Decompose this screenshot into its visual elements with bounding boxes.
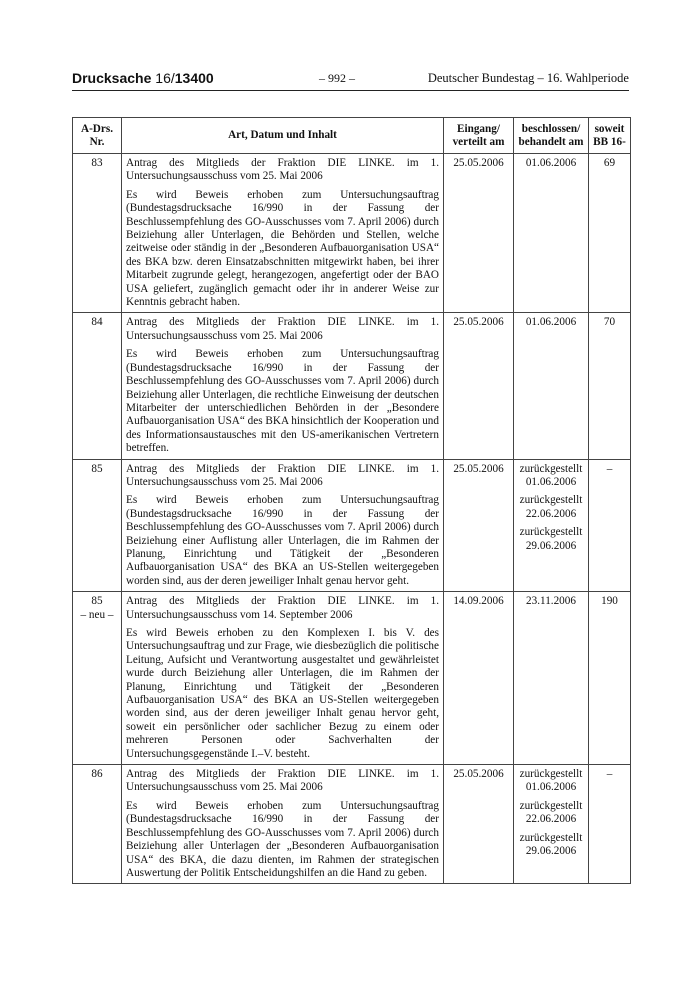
page-header xyxy=(72,70,629,90)
cell-received-date: 25.05.2006 xyxy=(444,154,514,313)
table-row xyxy=(73,765,631,884)
cell-drs-nr: 86 xyxy=(73,765,122,884)
cell-content xyxy=(122,313,444,459)
decision-entry: 23.11.2006 xyxy=(526,595,576,608)
column-header-received: Eingang/ verteilt am xyxy=(444,118,514,154)
motion-title: Antrag des Mitglieds der Fraktion DIE LINKE. im 1. Untersuchungsausschuss vom 25. Mai 2006 xyxy=(126,462,439,488)
motions-table xyxy=(72,117,631,884)
header-rule xyxy=(72,90,629,91)
cell-content xyxy=(122,154,444,313)
cell-decided xyxy=(514,765,589,884)
cell-bb-number: 70 xyxy=(589,313,631,459)
motion-text: Es wird Beweis erhoben zum Untersuchungsauftrag (Bundestagsdrucksache 16/990 in der Fassung der Beschlussempfehlung des GO-Ausschusses vom 7. April 2006) durch Beiziehung aller Unterlagen, die rechtliche Einweisung der deutschen Mitarbeiter der unterschiedlichen Behörden in der „Besondere Aufbauorganisation USA“ des BKA hinsichtlich der Kooperation und des Informationsaustausches mit den US-amerikanischen Vertretern betreffen. xyxy=(126,348,439,455)
motion-title: Antrag des Mitglieds der Fraktion DIE LINKE. im 1. Untersuchungsausschuss vom 25. Mai 2006 xyxy=(126,316,439,342)
decision-entry: 01.06.2006 xyxy=(525,316,577,329)
decision-entry: zurückgestellt 01.06.2006 xyxy=(519,462,583,488)
decision-entry: zurückgestellt 22.06.2006 xyxy=(519,494,583,520)
column-header-decided: beschlossen/ behandelt am xyxy=(514,118,589,154)
cell-bb-number: – xyxy=(589,459,631,592)
decision-entry: zurückgestellt 29.06.2006 xyxy=(519,526,583,552)
page-number: – 992 – xyxy=(319,71,355,85)
motion-title: Antrag des Mitglieds der Fraktion DIE LINKE. im 1. Untersuchungsausschuss vom 14. September 2006 xyxy=(126,595,439,621)
cell-decided xyxy=(514,154,589,313)
document-number-prefix: 16/ xyxy=(155,70,175,86)
table-row xyxy=(73,459,631,592)
document-number xyxy=(72,70,214,86)
table-row xyxy=(73,154,631,313)
cell-bb-number: 69 xyxy=(589,154,631,313)
table-header-row xyxy=(73,118,631,154)
decision-entry: zurückgestellt 29.06.2006 xyxy=(519,831,583,858)
document-label: Drucksache xyxy=(72,70,152,86)
motion-text: Es wird Beweis erhoben zum Untersuchungsauftrag (Bundestagsdrucksache 16/990 in der Fassung der Beschlussempfehlung des GO-Ausschusses vom 7. April 2006) durch Beiziehung aller Unterlagen der „Besonderen Aufbauorganisation USA“ des BKA, die dazu dienten, im Rahmen der strategischen Auswertung der Politik Entscheidungshilfen an die Hand zu geben. xyxy=(126,799,439,879)
parliament-period: Deutscher Bundestag – 16. Wahlperiode xyxy=(427,71,629,85)
decision-entry: 01.06.2006 xyxy=(525,157,577,169)
cell-decided xyxy=(514,592,589,765)
motion-text: Es wird Beweis erhoben zum Untersuchungsauftrag (Bundestagsdrucksache 16/990 in der Fassung der Beschlussempfehlung des GO-Ausschusses vom 7. April 2006) durch Beiziehung aller Unterlagen, die Behörden und Stellen, welche zeitweise oder ständig in der „Besonderen Aufbauorganisation USA“ des BKA bzw. deren Einsatzabschnitten mitgewirkt haben, bei ihrer Mitarbeit zugrunde gelegt, herangezogen, angefertigt oder der BAO USA geliefert, zugänglich gemacht oder ihr in anderer Weise zur Kenntnis gebracht haben. xyxy=(126,188,439,309)
cell-received-date: 14.09.2006 xyxy=(444,592,514,765)
cell-content xyxy=(122,592,444,765)
motion-title: Antrag des Mitglieds der Fraktion DIE LINKE. im 1. Untersuchungsausschuss vom 25. Mai 2006 xyxy=(126,768,439,794)
cell-drs-nr: 85 – neu – xyxy=(73,592,122,765)
table-row xyxy=(73,313,631,459)
cell-decided xyxy=(514,459,589,592)
column-header-nr: A-Drs. Nr. xyxy=(73,118,122,154)
decision-entry: zurückgestellt 22.06.2006 xyxy=(519,799,583,826)
cell-drs-nr: 84 xyxy=(73,313,122,459)
table-row xyxy=(73,592,631,765)
column-header-content: Art, Datum und Inhalt xyxy=(122,118,444,154)
cell-bb-number: 190 xyxy=(589,592,631,765)
motion-text: Es wird Beweis erhoben zu den Komplexen I. bis V. des Untersuchungsauftrag und zur Frage, wie diesbezüglich die politische Leitung, Aufsicht und Verantwortung ausgestaltet und gewährleistet wurde durch Beiziehung aller Unterlagen, die im Rahmen der Planung, Einrichtung und Tätigkeit der „Besonderen Aufbauorganisation USA“ des BKA an US-Stellen weitergegeben worden sind, aus der deren jeweiliger Inhalt genau hervor geht, soweit ein persönlicher oder sachlicher Bezug zu einem oder mehreren Personen oder Sachverhalten der Untersuchungsgegenstände I.–V. besteht. xyxy=(126,627,439,760)
cell-drs-nr: 85 xyxy=(73,459,122,592)
motion-text: Es wird Beweis erhoben zum Untersuchungsauftrag (Bundestagsdrucksache 16/990 in der Fassung der Beschlussempfehlung des GO-Ausschusses vom 7. April 2006) durch Beiziehung einer Auflistung aller Unterlagen, die im Rahmen der Planung, Einrichtung und Tätigkeit der „Besonderen Aufbauorganisation USA“ des BKA an US-Stellen weitergegeben worden sind, aus der deren jeweiliger Inhalt genau hervor geht. xyxy=(126,494,439,587)
cell-received-date: 25.05.2006 xyxy=(444,765,514,884)
document-number-main: 13400 xyxy=(174,70,214,86)
cell-received-date: 25.05.2006 xyxy=(444,313,514,459)
cell-decided xyxy=(514,313,589,459)
motion-title: Antrag des Mitglieds der Fraktion DIE LINKE. im 1. Untersuchungsausschuss vom 25. Mai 2006 xyxy=(126,157,439,183)
column-header-bb: soweit BB 16- xyxy=(589,118,631,154)
cell-received-date: 25.05.2006 xyxy=(444,459,514,592)
cell-drs-nr: 83 xyxy=(73,154,122,313)
cell-content xyxy=(122,459,444,592)
cell-content xyxy=(122,765,444,884)
decision-entry: zurückgestellt 01.06.2006 xyxy=(519,768,583,794)
cell-bb-number: – xyxy=(589,765,631,884)
